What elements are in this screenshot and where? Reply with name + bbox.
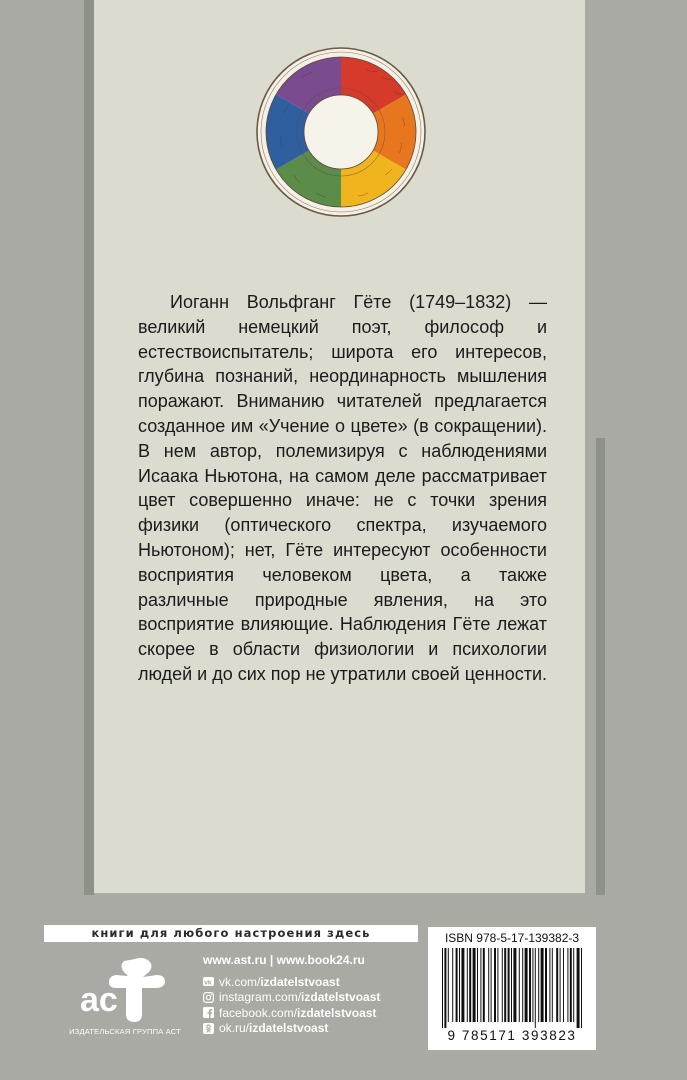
barcode-bar <box>477 948 478 1022</box>
barcode-bar <box>552 948 553 1022</box>
barcode-bar <box>570 948 572 1022</box>
barcode-bar <box>456 948 458 1022</box>
barcode-bar <box>494 948 496 1022</box>
barcode-bar <box>573 948 574 1022</box>
background-stripe-right <box>596 438 605 895</box>
barcode-bar <box>508 948 510 1022</box>
barcode-bar <box>545 948 547 1022</box>
barcode-bar <box>577 948 580 1028</box>
goethe-color-wheel <box>256 47 426 217</box>
book24-site-link[interactable]: www.book24.ru <box>276 953 365 967</box>
barcode-bar <box>556 948 558 1022</box>
social-link-instagram[interactable]: instagram.com/ izdatelstvoast <box>203 990 380 1006</box>
ast-site-link[interactable]: www.ast.ru <box>203 953 267 967</box>
barcode-bar <box>541 948 544 1022</box>
publisher-links <box>203 953 380 1036</box>
barcode-bar <box>497 948 498 1022</box>
vk-icon <box>203 976 214 987</box>
barcode-bar <box>502 948 503 1022</box>
barcode-bar <box>483 948 485 1022</box>
svg-text:vk: vk <box>204 979 212 987</box>
website-links <box>203 953 380 968</box>
barcode-bar <box>473 948 476 1022</box>
barcode-bar <box>488 948 489 1022</box>
barcode-bar <box>448 948 449 1022</box>
barcode-bar <box>532 948 533 1022</box>
social-link-vk[interactable]: vk vk.com/ izdatelstvoast <box>204 974 340 989</box>
background-stripe-left <box>84 0 94 895</box>
barcode-bar <box>519 948 520 1022</box>
barcode-bar <box>467 948 468 1022</box>
isbn-label: ISBN 978-5-17-139382-3 <box>444 931 580 945</box>
instagram-icon <box>203 992 214 1003</box>
social-link-odnoklassniki[interactable]: ok.ru/ izdatelstvoast <box>203 1021 380 1037</box>
barcode-bar <box>535 948 536 1028</box>
barcode-bars <box>442 948 582 1028</box>
barcode-bar <box>511 948 512 1022</box>
site-separator: | <box>269 953 274 967</box>
barcode-bar <box>469 948 471 1022</box>
barcode-bar <box>480 948 481 1022</box>
publisher-logo <box>55 955 195 1040</box>
barcode-bar <box>538 948 539 1022</box>
barcode-bar <box>513 948 516 1022</box>
barcode-bar <box>529 948 531 1022</box>
barcode-bar <box>563 948 564 1022</box>
ast-logo-icon <box>80 955 170 1025</box>
barcode-bar <box>504 948 506 1022</box>
barcode-bar <box>452 948 453 1022</box>
color-wheel-image <box>256 47 426 217</box>
barcode-bar <box>525 948 528 1022</box>
publisher-caption: ИЗДАТЕЛЬСКАЯ ГРУППА АСТ <box>69 1027 181 1036</box>
isbn-barcode <box>428 927 596 1050</box>
barcode-bar <box>444 948 446 1028</box>
facebook-icon <box>203 1007 214 1018</box>
barcode-bar <box>567 948 568 1022</box>
barcode-bar <box>442 948 443 1028</box>
barcode-bar <box>549 948 550 1022</box>
book-description: Иоганн Вольфганг Гёте (1749–1832) — великий немецкий поэт, философ и естествоиспытатель; широта его интересов, глубина познаний, неординарность мышления поражают. Вниманию читателей предлагается созданное им «Учение о цвете» (в сокращении). В нем автор, полемизируя с наблюдениями Исаака Ньютона, на самом деле рассматривает цвет совершенно иначе: не с точки зрения физики (оптического спектра, изучаемого Ньютоном); нет, Гёте интересуют особенности восприятия человеком цвета, а также различные природные явления, на это восприятие влияющие. Наблюдения Гёте лежат скорее в области физиологии и психологии людей и до сих пор не утратили своей ценности. <box>138 292 547 684</box>
barcode-bar <box>459 948 460 1022</box>
social-link-facebook[interactable]: facebook.com/ izdatelstvoast <box>203 1005 380 1021</box>
barcode-bar <box>461 948 464 1022</box>
svg-text:ас: ас <box>80 981 118 1019</box>
tagline-banner: книги для любого настроения здесь <box>44 925 418 942</box>
odnoklassniki-icon <box>203 1023 214 1034</box>
barcode-bar <box>560 948 561 1022</box>
barcode-bar <box>491 948 492 1022</box>
barcode-digits: 9 785171 393823 <box>447 1028 577 1043</box>
barcode-bar <box>522 948 523 1022</box>
barcode-bar <box>581 948 582 1028</box>
